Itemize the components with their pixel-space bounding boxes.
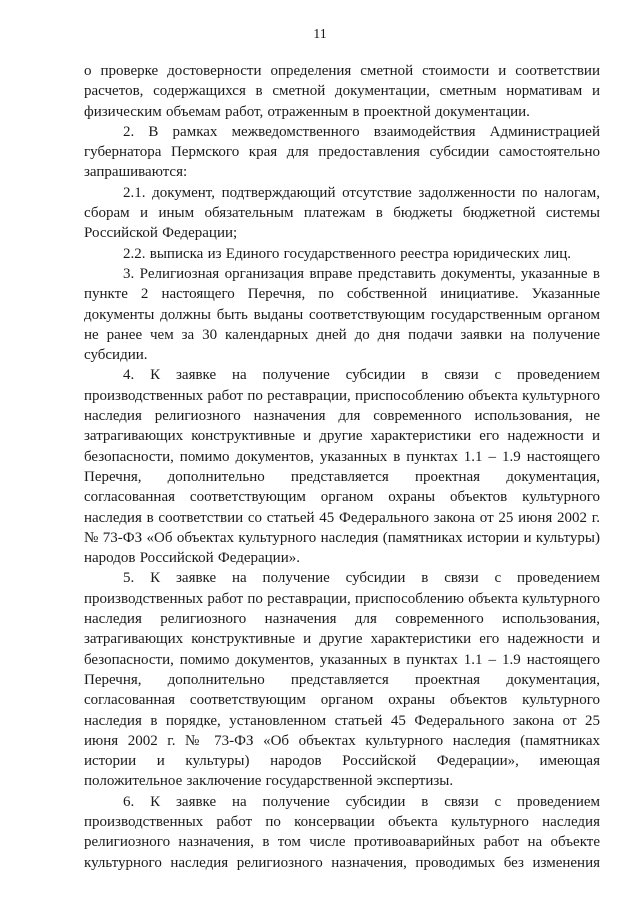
paragraph-item-6: 6. К заявке на получение субсидии в связи с проведением производственных работ по консервации объекта культурного наследия религиозного назначения, в том числе противоаварийных работ на объекте культурного наследия религиозного назначения, проводимых без изменения xyxy=(84,793,600,871)
document-body xyxy=(84,61,600,873)
paragraph-item-5: 5. К заявке на получение субсидии в связи с проведением производственных работ по реставрации, приспособлению объекта культурного наследия религиозного назначения для современного использования, затрагивающих конструктивные и другие характеристики его надежности и безопасности, помимо документов, указанных в пунктах 1.1 – 1.9 настоящего Перечня, дополнительно представляется проектная документация, согласованная соответствующим органом охраны объектов культурного наследия в порядке, установленном статьей 45 Федерального закона от 25 июня 2002 г. № 73-ФЗ «Об объектах культурного наследия (памятниках истории и культуры) народов Российской Федерации», имеющая положительное заключение государственной экспертизы. xyxy=(84,570,600,790)
page-number: 11 xyxy=(313,27,327,42)
paragraph-item-2-2: 2.2. выписка из Единого государственного реестра юридических лиц. xyxy=(123,245,572,262)
paragraph-item-2: 2. В рамках межведомственного взаимодействия Администрацией губернатора Пермского края для предоставления субсидии самостоятельно запрашиваются: xyxy=(84,123,600,181)
paragraph-item-4: 4. К заявке на получение субсидии в связи с проведением производственных работ по реставрации, приспособлению объекта культурного наследия религиозного назначения для современного использования, не затрагивающих конструктивные и другие характеристики его надежности и безопасности, помимо документов, указанных в пунктах 1.1 – 1.9 настоящего Перечня, дополнительно представляется проектная документация, согласованная соответствующим органом охраны объектов культурного наследия в соответствии со статьей 45 Федерального закона от 25 июня 2002 г. № 73-ФЗ «Об объектах культурного наследия (памятниках истории и культуры) народов Российской Федерации». xyxy=(84,367,600,567)
paragraph-item-2-1: 2.1. документ, подтверждающий отсутствие задолженности по налогам, сборам и иным обязательным платежам в бюджеты бюджетной системы Российской Федерации; xyxy=(84,184,600,242)
paragraph-item-3: 3. Религиозная организация вправе представить документы, указанные в пункте 2 настоящего Перечня, по собственной инициативе. Указанные документы должны быть выданы соответствующим государственным органом не ранее чем за 30 календарных дней до дня подачи заявки на получение субсидии. xyxy=(84,265,600,364)
paragraph-continuation: о проверке достоверности определения сметной стоимости и соответствии расчетов, содержащихся в сметной документации, сметным нормативам и физическим объемам работ, отраженным в проектной документации. xyxy=(84,63,600,120)
